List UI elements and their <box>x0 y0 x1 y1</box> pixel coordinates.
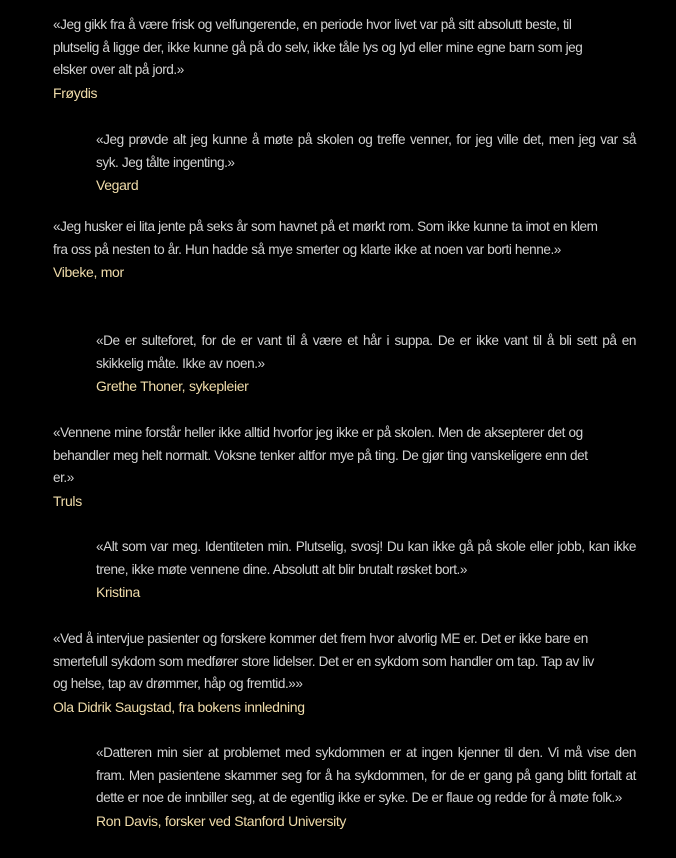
quote-text: «Jeg husker ei lita jente på seks år som havnet på et mørkt rom. Som ikke kunne ta imot en klem fra oss på nesten to år. Hun hadde så mye smerter og klarte ikke at noen var borti henne.» <box>53 219 598 257</box>
quote-block <box>96 742 636 833</box>
quote-text: «Ved å intervjue pasienter og forskere kommer det frem hvor alvorlig ME er. Det er ikke bare en smertefull sykdom som medfører store lidelser. Det er en sykdom som handler om tap. Tap av liv og helse, tap av drømmer, håp og fremtid.»» <box>53 631 594 692</box>
quote-author: Truls <box>53 493 82 510</box>
quote-text: «Jeg prøvde alt jeg kunne å møte på skolen og treffe venner, for jeg ville det, men jeg var så syk. Jeg tålte ingenting.» <box>96 132 636 170</box>
quote-text: «Vennene mine forstår heller ikke alltid hvorfor jeg ikke er på skolen. Men de aksepterer det og behandler meg helt normalt. Voksne tenker altfor mye på ting. De gjør ting vanskeligere enn det er.» <box>53 425 588 486</box>
quote-author: Vegard <box>96 177 139 194</box>
quote-author: Frøydis <box>53 85 98 102</box>
quote-block <box>53 628 598 719</box>
quote-author: Kristina <box>96 584 140 601</box>
quote-block <box>96 330 636 398</box>
quote-text: «Alt som var meg. Identiteten min. Plutselig, svosj! Du kan ikke gå på skole eller jobb, kan ikke trene, ikke møte vennene dine. Absolutt alt blir brutalt røsket bort.» <box>96 539 636 577</box>
quote-author: Ron Davis, forsker ved Stanford University <box>96 813 347 830</box>
quote-block <box>96 536 636 604</box>
quote-author: Vibeke, mor <box>53 264 124 281</box>
quote-text: «De er sulteforet, for de er vant til å være et hår i suppa. De er ikke vant til å bli sett på en skikkelig måte. Ikke av noen.» <box>96 333 636 371</box>
quote-author: Grethe Thoner, sykepleier <box>96 378 249 395</box>
quote-block <box>53 216 598 284</box>
quote-author: Ola Didrik Saugstad, fra bokens innledning <box>53 699 305 716</box>
quote-text: «Datteren min sier at problemet med sykdommen er at ingen kjenner til den. Vi må vise den fram. Men pasientene skammer seg for å ha sykdommen, for de er gang på gang blitt fortalt at dette er noe de innbiller seg, at de egentlig ikke er syke. De er flaue og redde for å møte folk.» <box>96 745 636 806</box>
quote-block <box>53 14 598 105</box>
quote-block <box>96 129 636 197</box>
quote-text: «Jeg gikk fra å være frisk og velfungerende, en periode hvor livet var på sitt absolutt beste, til plutselig å ligge der, ikke kunne gå på do selv, ikke tåle lys og lyd eller mine egne barn som jeg elsker over alt på jord.» <box>53 17 583 78</box>
quote-block <box>53 422 598 513</box>
